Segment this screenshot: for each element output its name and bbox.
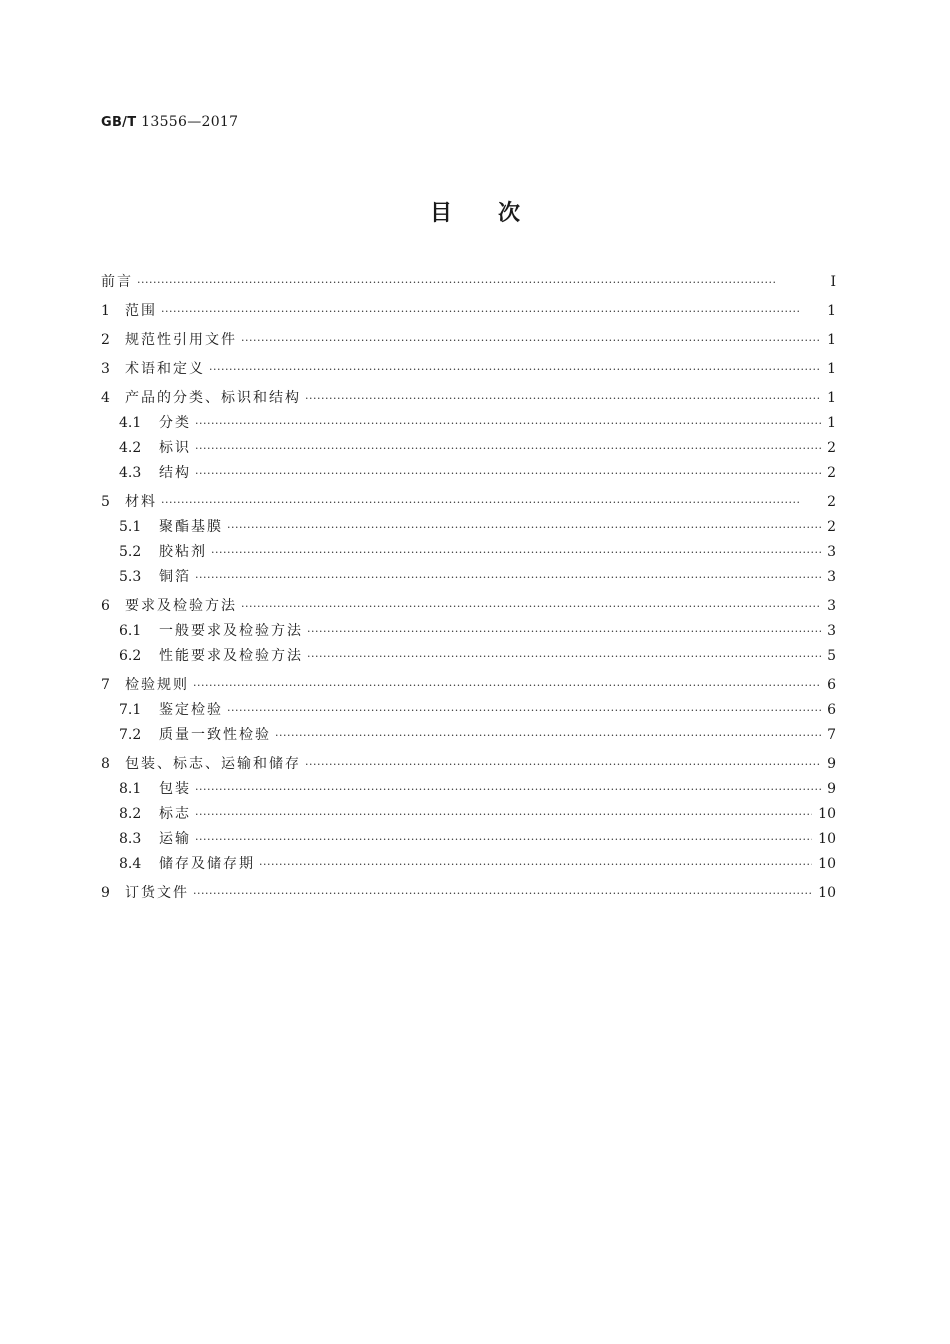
toc-entry-title: 包装: [159, 781, 191, 797]
toc-entry-number: 5.2: [119, 544, 142, 560]
toc-leader-dots: [275, 723, 821, 748]
toc-leader-dots: [211, 540, 821, 565]
toc-entry-page: 10: [818, 831, 836, 847]
toc-entry-page: 1: [827, 303, 836, 319]
toc-entry[interactable]: [101, 490, 836, 515]
toc-leader-dots: [137, 270, 822, 295]
toc-entry[interactable]: [101, 752, 836, 777]
toc-entry-number: 7.2: [119, 727, 142, 743]
toc-entry-number: 2: [101, 332, 110, 348]
toc-entry-page: 9: [827, 781, 836, 797]
toc-entry[interactable]: [101, 827, 836, 852]
toc-entry-title: 标识: [159, 440, 191, 456]
toc-entry-page: 10: [818, 856, 836, 872]
toc-leader-dots: [227, 698, 821, 723]
toc-entry[interactable]: [101, 594, 836, 619]
toc-entry-number: 3: [101, 361, 110, 377]
toc-entry-title: 标志: [159, 806, 191, 822]
toc-entry-page: 1: [827, 415, 836, 431]
toc-entry[interactable]: [101, 698, 836, 723]
toc-entry-page: 2: [827, 494, 836, 510]
toc-entry-number: 6.1: [119, 623, 142, 639]
toc-entry[interactable]: [101, 619, 836, 644]
toc-leader-dots: [195, 827, 812, 852]
document-code: [101, 114, 238, 130]
toc-entry-number: 1: [101, 303, 110, 319]
toc-entry-number: 7: [101, 677, 110, 693]
toc-entry-page: 3: [827, 598, 836, 614]
toc-entry-number: 8.3: [119, 831, 142, 847]
toc-leader-dots: [161, 490, 821, 515]
toc-entry[interactable]: [101, 644, 836, 669]
toc-entry-number: 4.3: [119, 465, 142, 481]
toc-entry-page: 10: [818, 885, 836, 901]
toc-entry[interactable]: [101, 299, 836, 324]
toc-leader-dots: [193, 881, 812, 906]
toc-entry[interactable]: [101, 436, 836, 461]
toc-entry-title: 术语和定义: [125, 361, 205, 377]
toc-entry-title: 运输: [159, 831, 191, 847]
toc-leader-dots: [195, 565, 821, 590]
toc-entry-title: 检验规则: [125, 677, 189, 693]
toc-entry-page: 5: [827, 648, 836, 664]
toc-entry-title: 鉴定检验: [159, 702, 223, 718]
toc-leader-dots: [241, 328, 821, 353]
toc-entry-number: 6.2: [119, 648, 142, 664]
toc-entry[interactable]: [101, 515, 836, 540]
toc-leader-dots: [305, 386, 821, 411]
toc-entry-page: 9: [827, 756, 836, 772]
toc-entry-title: 结构: [159, 465, 191, 481]
toc-entry-page: 10: [818, 806, 836, 822]
toc-leader-dots: [195, 802, 812, 827]
toc-leader-dots: [161, 299, 821, 324]
toc-entry-number: 8.1: [119, 781, 142, 797]
toc-entry[interactable]: [101, 802, 836, 827]
toc-entry-title: 铜箔: [159, 569, 191, 585]
toc-entry-title: 质量一致性检验: [159, 727, 271, 743]
toc-entry[interactable]: [101, 270, 836, 295]
toc-entry[interactable]: [101, 411, 836, 436]
table-of-contents: [101, 270, 836, 906]
toc-entry-number: 5.3: [119, 569, 142, 585]
toc-entry[interactable]: [101, 540, 836, 565]
toc-entry-page: 2: [827, 465, 836, 481]
toc-entry-title: 订货文件: [125, 885, 189, 901]
toc-entry-title: 要求及检验方法: [125, 598, 237, 614]
toc-entry[interactable]: [101, 565, 836, 590]
toc-entry-page: 2: [827, 519, 836, 535]
toc-entry-title: 性能要求及检验方法: [159, 648, 303, 664]
toc-leader-dots: [307, 619, 821, 644]
toc-entry-page: 6: [827, 702, 836, 718]
toc-entry-number: 4.2: [119, 440, 142, 456]
toc-entry-number: 8.4: [119, 856, 142, 872]
toc-entry-title: 前言: [101, 274, 133, 290]
toc-entry-title: 一般要求及检验方法: [159, 623, 303, 639]
toc-entry-title: 聚酯基膜: [159, 519, 223, 535]
toc-entry[interactable]: [101, 328, 836, 353]
toc-entry[interactable]: [101, 461, 836, 486]
toc-entry[interactable]: [101, 723, 836, 748]
toc-entry[interactable]: [101, 386, 836, 411]
toc-entry-number: 6: [101, 598, 110, 614]
toc-entry[interactable]: [101, 357, 836, 382]
toc-entry-number: 4: [101, 390, 110, 406]
toc-entry-title: 储存及储存期: [159, 856, 255, 872]
toc-entry-number: 5: [101, 494, 110, 510]
toc-entry-title: 胶粘剂: [159, 544, 207, 560]
toc-entry-number: 8.2: [119, 806, 142, 822]
toc-entry-page: 3: [827, 623, 836, 639]
toc-leader-dots: [305, 752, 821, 777]
toc-entry-page: 3: [827, 569, 836, 585]
toc-entry-number: 5.1: [119, 519, 142, 535]
toc-entry[interactable]: [101, 777, 836, 802]
page-title: 目次: [429, 201, 566, 226]
standard-prefix: GB/T: [101, 115, 137, 130]
toc-leader-dots: [227, 515, 821, 540]
toc-entry[interactable]: [101, 852, 836, 877]
toc-entry-page: 6: [827, 677, 836, 693]
toc-entry-page: 1: [827, 361, 836, 377]
toc-entry-page: 1: [827, 332, 836, 348]
toc-leader-dots: [241, 594, 821, 619]
toc-entry-number: 9: [101, 885, 110, 901]
toc-entry-number: 4.1: [119, 415, 142, 431]
toc-entry-page: Ⅰ: [830, 274, 836, 290]
toc-entry-page: 1: [827, 390, 836, 406]
toc-entry-page: 2: [827, 440, 836, 456]
toc-leader-dots: [195, 436, 821, 461]
toc-entry-title: 产品的分类、标识和结构: [125, 390, 301, 406]
toc-entry-page: 3: [827, 544, 836, 560]
toc-entry[interactable]: [101, 673, 836, 698]
toc-entry-title: 分类: [159, 415, 191, 431]
toc-entry-title: 规范性引用文件: [125, 332, 237, 348]
toc-leader-dots: [195, 461, 821, 486]
toc-entry-title: 范围: [125, 303, 157, 319]
standard-number: 13556—2017: [136, 114, 239, 130]
toc-entry-number: 8: [101, 756, 110, 772]
toc-entry[interactable]: [101, 881, 836, 906]
toc-entry-title: 材料: [125, 494, 157, 510]
toc-leader-dots: [195, 411, 821, 436]
toc-leader-dots: [259, 852, 812, 877]
toc-leader-dots: [193, 673, 821, 698]
toc-entry-number: 7.1: [119, 702, 142, 718]
toc-entry-page: 7: [827, 727, 836, 743]
toc-entry-title: 包装、标志、运输和储存: [125, 756, 301, 772]
toc-leader-dots: [195, 777, 821, 802]
toc-leader-dots: [209, 357, 821, 382]
toc-leader-dots: [307, 644, 821, 669]
